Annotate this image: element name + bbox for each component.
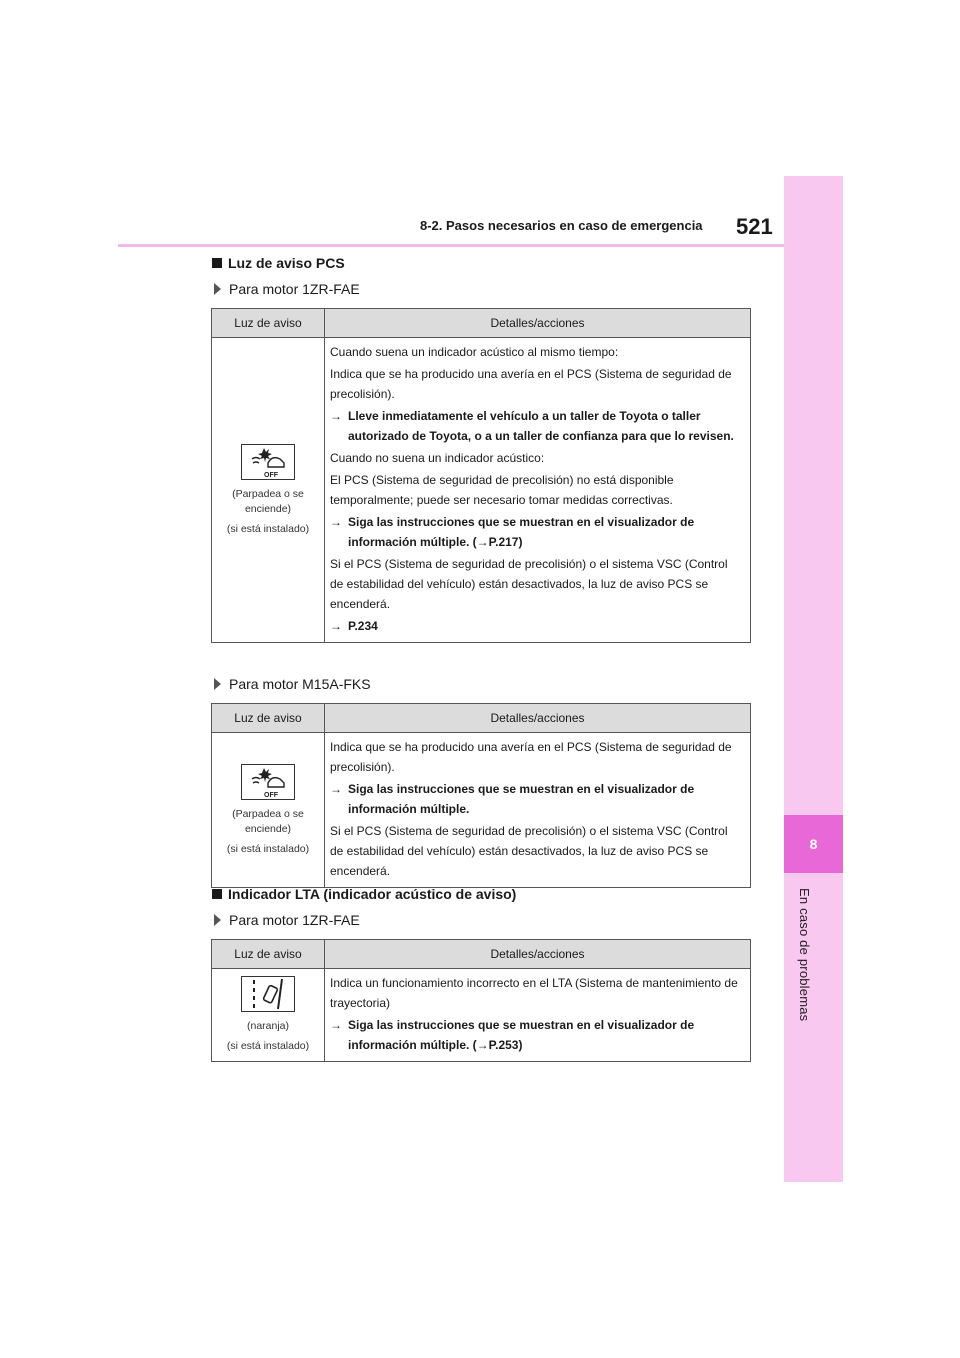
lta-heading-text: Indicador LTA (indicador acústico de aviso) <box>228 886 517 902</box>
svg-text:OFF: OFF <box>264 791 278 799</box>
warning-light-cell <box>212 338 325 643</box>
svg-text:OFF: OFF <box>264 471 278 479</box>
icon-caption-blink: (Parpadea o se enciende) <box>232 487 304 515</box>
lta-table-1zr <box>211 939 751 1062</box>
pcs-table-1zr <box>211 308 751 643</box>
warning-light-cell <box>212 733 325 888</box>
detail-line: Indica que se ha producido una avería en el PCS (Sistema de seguridad de precolisión). <box>330 740 732 774</box>
col-header-details: Detalles/acciones <box>325 309 751 338</box>
page-reference: → P.234 <box>330 616 744 636</box>
arrow-icon: → <box>330 515 342 529</box>
action-line: → Siga las instrucciones que se muestran en el visualizador de información múltiple. (→P.253) <box>330 1015 744 1055</box>
detail-line: Cuando no suena un indicador acústico: <box>330 451 545 465</box>
col-header-details: Detalles/acciones <box>325 940 751 969</box>
icon-caption-installed: (si está instalado) <box>226 522 310 535</box>
lta-engine1-subheading <box>214 912 360 928</box>
detail-line: Indica un funcionamiento incorrecto en el LTA (Sistema de mantenimiento de trayectoria) <box>330 976 738 1010</box>
detail-line: Cuando suena un indicador acústico al mismo tiempo: <box>330 345 619 359</box>
lta-lane-icon <box>241 976 295 1012</box>
details-cell <box>325 338 751 643</box>
icon-caption-blink: (Parpadea o se enciende) <box>232 807 304 835</box>
icon-caption-installed: (si está instalado) <box>226 1040 310 1052</box>
chapter-number: 8 <box>784 815 843 873</box>
detail-line: Si el PCS (Sistema de seguridad de precolisión) o el sistema VSC (Control de estabilidad del vehículo) están desactivados, la luz de aviso PCS se encenderá. <box>330 557 728 611</box>
section-title: 8-2. Pasos necesarios en caso de emergencia <box>420 218 703 233</box>
pcs-heading <box>212 255 345 271</box>
col-header-warning-light: Luz de aviso <box>212 704 325 733</box>
action-line: → Siga las instrucciones que se muestran en el visualizador de información múltiple. (→P.217) <box>330 512 744 552</box>
col-header-warning-light: Luz de aviso <box>212 940 325 969</box>
col-header-details: Detalles/acciones <box>325 704 751 733</box>
page-number: 521 <box>736 214 773 239</box>
detail-line: Si el PCS (Sistema de seguridad de precolisión) o el sistema VSC (Control de estabilidad del vehículo) están desactivados, la luz de aviso PCS se encenderá. <box>330 824 728 878</box>
warning-light-cell <box>212 969 325 1062</box>
square-bullet-icon <box>212 889 222 899</box>
pcs-off-icon <box>241 764 295 800</box>
lta-engine1-text: Para motor 1ZR-FAE <box>229 912 360 928</box>
pcs-table-m15a <box>211 703 751 888</box>
arrow-icon: → <box>330 409 342 423</box>
header-divider <box>118 244 784 247</box>
pcs-engine2-text: Para motor M15A-FKS <box>229 676 371 692</box>
arrow-icon: → <box>330 619 342 633</box>
pcs-engine1-subheading <box>214 281 360 297</box>
arrow-icon: → <box>330 1018 342 1032</box>
col-header-warning-light: Luz de aviso <box>212 309 325 338</box>
detail-line: El PCS (Sistema de seguridad de precolisión) no está disponible temporalmente; puede ser necesario tomar medidas correctivas. <box>330 473 674 507</box>
details-cell <box>325 733 751 888</box>
icon-caption-installed: (si está instalado) <box>226 842 310 855</box>
triangle-bullet-icon <box>214 914 221 926</box>
icon-caption-color: (naranja) <box>246 1020 290 1032</box>
lta-heading <box>212 886 516 902</box>
pcs-heading-text: Luz de aviso PCS <box>228 255 345 271</box>
arrow-icon: → <box>330 782 342 796</box>
details-cell <box>325 969 751 1062</box>
square-bullet-icon <box>212 258 222 268</box>
chapter-side-tab <box>784 176 843 1182</box>
detail-line: Indica que se ha producido una avería en el PCS (Sistema de seguridad de precolisión). <box>330 367 732 401</box>
chapter-label: En caso de problemas <box>797 888 812 1022</box>
action-line: → Lleve inmediatamente el vehículo a un taller de Toyota o taller autorizado de Toyota, o a un taller de confianza para que lo revisen. <box>330 406 744 446</box>
pcs-engine1-text: Para motor 1ZR-FAE <box>229 281 360 297</box>
triangle-bullet-icon <box>214 283 221 295</box>
pcs-off-icon <box>241 444 295 480</box>
triangle-bullet-icon <box>214 678 221 690</box>
pcs-engine2-subheading <box>214 676 371 692</box>
action-line: → Siga las instrucciones que se muestran en el visualizador de información múltiple. <box>330 779 744 819</box>
